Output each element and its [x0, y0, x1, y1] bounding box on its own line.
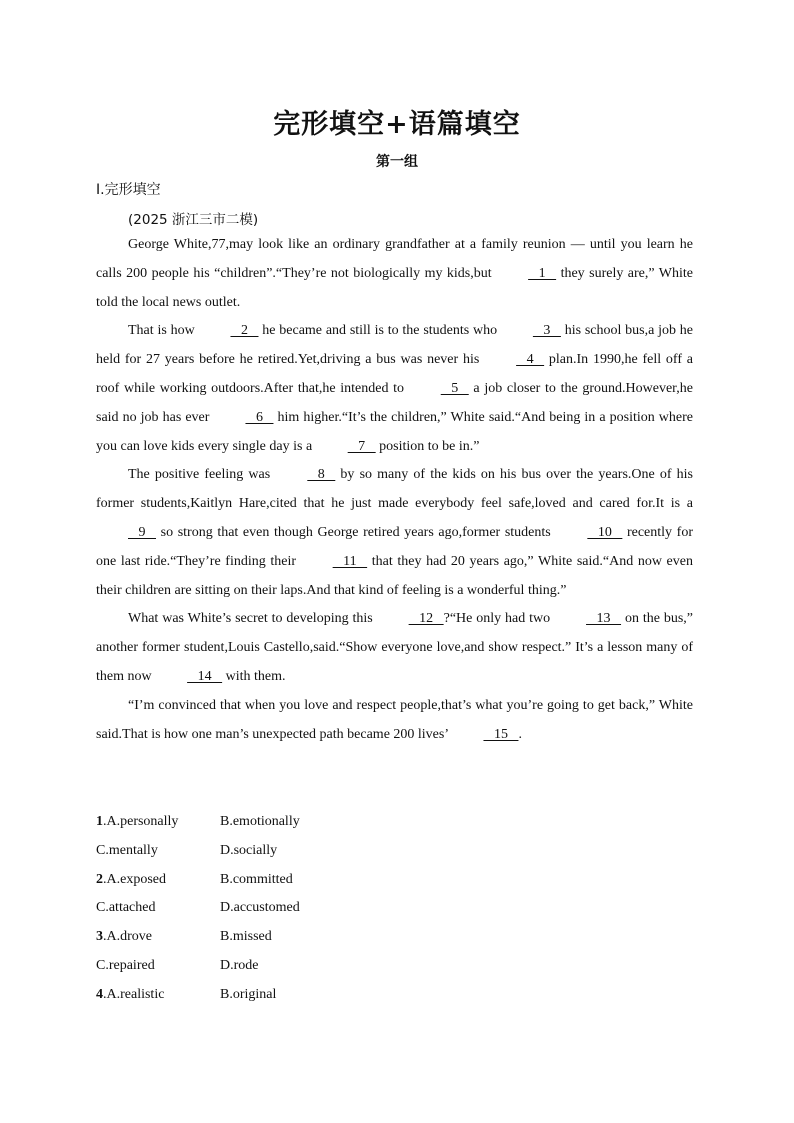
passage-paragraph: [96, 461, 693, 605]
option-row: [96, 837, 696, 866]
blank-1[interactable]: 1: [528, 265, 557, 281]
option-choice[interactable]: [96, 894, 220, 923]
passage-text: him higher.“It’s the children,” White said.“And being in a position where you can love kids every single day is a: [96, 409, 693, 454]
blank-8[interactable]: 8: [307, 467, 336, 483]
blank-12[interactable]: 12: [408, 611, 444, 627]
option-choice[interactable]: 3.A.drove: [96, 929, 152, 945]
group-label: 第一组: [376, 154, 418, 170]
option-choice[interactable]: [220, 808, 344, 837]
option-choice[interactable]: [220, 923, 344, 952]
passage-paragraph: [96, 605, 693, 691]
option-text: B.missed: [220, 929, 272, 945]
question-number: 4: [96, 986, 103, 1002]
passage-text: a job closer to the ground.However,he said no job has ever: [96, 380, 693, 425]
option-text: B.emotionally: [220, 814, 300, 829]
question-number: 2: [96, 871, 103, 887]
option-choice[interactable]: 2.A.exposed: [96, 871, 166, 887]
option-text: A.exposed: [106, 871, 166, 887]
section-heading: Ⅰ.完形填空: [96, 182, 161, 198]
passage-text: recently for one last ride.“They’re finding their: [96, 524, 693, 569]
blank-6[interactable]: 6: [245, 409, 274, 425]
blank-4[interactable]: 4: [516, 352, 545, 368]
blank-11[interactable]: 11: [332, 553, 368, 569]
option-choice[interactable]: [220, 894, 344, 923]
page-title: 完形填空+语篇填空: [273, 109, 521, 140]
option-choice[interactable]: [96, 952, 220, 981]
passage-text: they surely are,” White told the local news outlet.: [96, 265, 694, 310]
passage-text: he became and still is to the students who: [258, 323, 501, 339]
option-text: B.committed: [220, 871, 293, 887]
passage-text: so strong that even though George retired years ago,former students: [156, 524, 556, 540]
blank-5[interactable]: 5: [440, 380, 469, 396]
option-text: D.socially: [220, 842, 278, 858]
blank-14[interactable]: 14: [187, 668, 223, 684]
passage-text: That is how: [128, 323, 199, 339]
passage-text: What was White’s secret to developing this: [128, 611, 377, 627]
passage-text: ?“He only had two: [443, 611, 555, 627]
option-text: D.rode: [220, 957, 259, 973]
option-text: B.original: [220, 986, 277, 1002]
blank-2[interactable]: 2: [230, 323, 259, 339]
passage-paragraph: [96, 231, 693, 317]
blank-7[interactable]: 7: [347, 438, 376, 454]
passage-paragraph: [96, 317, 693, 461]
option-text: C.mentally: [96, 842, 158, 858]
option-text: A.realistic: [106, 986, 165, 1002]
option-text: A.drove: [106, 929, 152, 945]
option-choice[interactable]: 4.A.realistic: [96, 986, 165, 1002]
option-row: [96, 923, 696, 952]
passage-text: by so many of the kids on his bus over the years.One of his former students,Kaitlyn Hare,cited that he just made everybody feel safe,loved and cared for.It is a: [96, 467, 693, 512]
blank-13[interactable]: 13: [586, 611, 622, 627]
passage-text: with them.: [222, 668, 286, 684]
option-text: C.repaired: [96, 957, 155, 973]
option-row: [96, 894, 696, 923]
option-choice[interactable]: [220, 981, 344, 1010]
source-note: (2025 浙江三市二模): [128, 212, 259, 228]
option-row: [96, 866, 696, 895]
option-text: D.accustomed: [220, 900, 300, 916]
passage-text: plan.In 1990,he fell off a roof while working outdoors.After that,he intended to: [96, 352, 693, 396]
passage-text: The positive feeling was: [128, 467, 276, 483]
option-row: [96, 808, 696, 837]
option-choice[interactable]: [220, 837, 344, 866]
option-choice[interactable]: [220, 952, 344, 981]
blank-15[interactable]: 15: [483, 726, 519, 742]
blank-10[interactable]: 10: [587, 524, 623, 540]
option-row: [96, 981, 696, 1010]
passage-text: .: [518, 726, 522, 742]
option-choice[interactable]: [220, 866, 344, 895]
passage-text: his school bus,a job he held for 27 years before he retired.Yet,driving a bus was never his: [96, 323, 694, 368]
blank-9[interactable]: 9: [128, 524, 156, 540]
blank-3[interactable]: 3: [532, 323, 561, 339]
passage-paragraph: [96, 692, 693, 750]
option-choice[interactable]: [96, 837, 220, 866]
passage-text: George White,77,may look like an ordinary grandfather at a family reunion — until you learn he calls 200 people his “children”.“They’re not biologically my kids,but: [96, 237, 693, 281]
question-number: 1: [96, 814, 103, 829]
question-number: 3: [96, 929, 103, 945]
option-text: A.personally: [106, 814, 179, 829]
passage-text: on the bus,” another former student,Louis Castello,said.“Show everyone love,and show respect.” It’s a lesson many of them now: [96, 611, 693, 684]
passage-text: “I’m convinced that when you love and respect people,that’s what you’re going to get back,” White said.That is how one man’s unexpected path became 200 lives’: [96, 697, 693, 742]
option-choice[interactable]: 1.A.personally: [96, 814, 179, 829]
passage-text: position to be in.”: [375, 438, 480, 454]
answer-options: [96, 808, 696, 1010]
cloze-passage: [96, 231, 693, 749]
passage-text: that they had 20 years ago,” White said.“And now even their children are sitting on their laps.And that kind of feeling is a wonderful thing.”: [96, 553, 693, 598]
option-row: [96, 952, 696, 981]
option-text: C.attached: [96, 900, 156, 916]
